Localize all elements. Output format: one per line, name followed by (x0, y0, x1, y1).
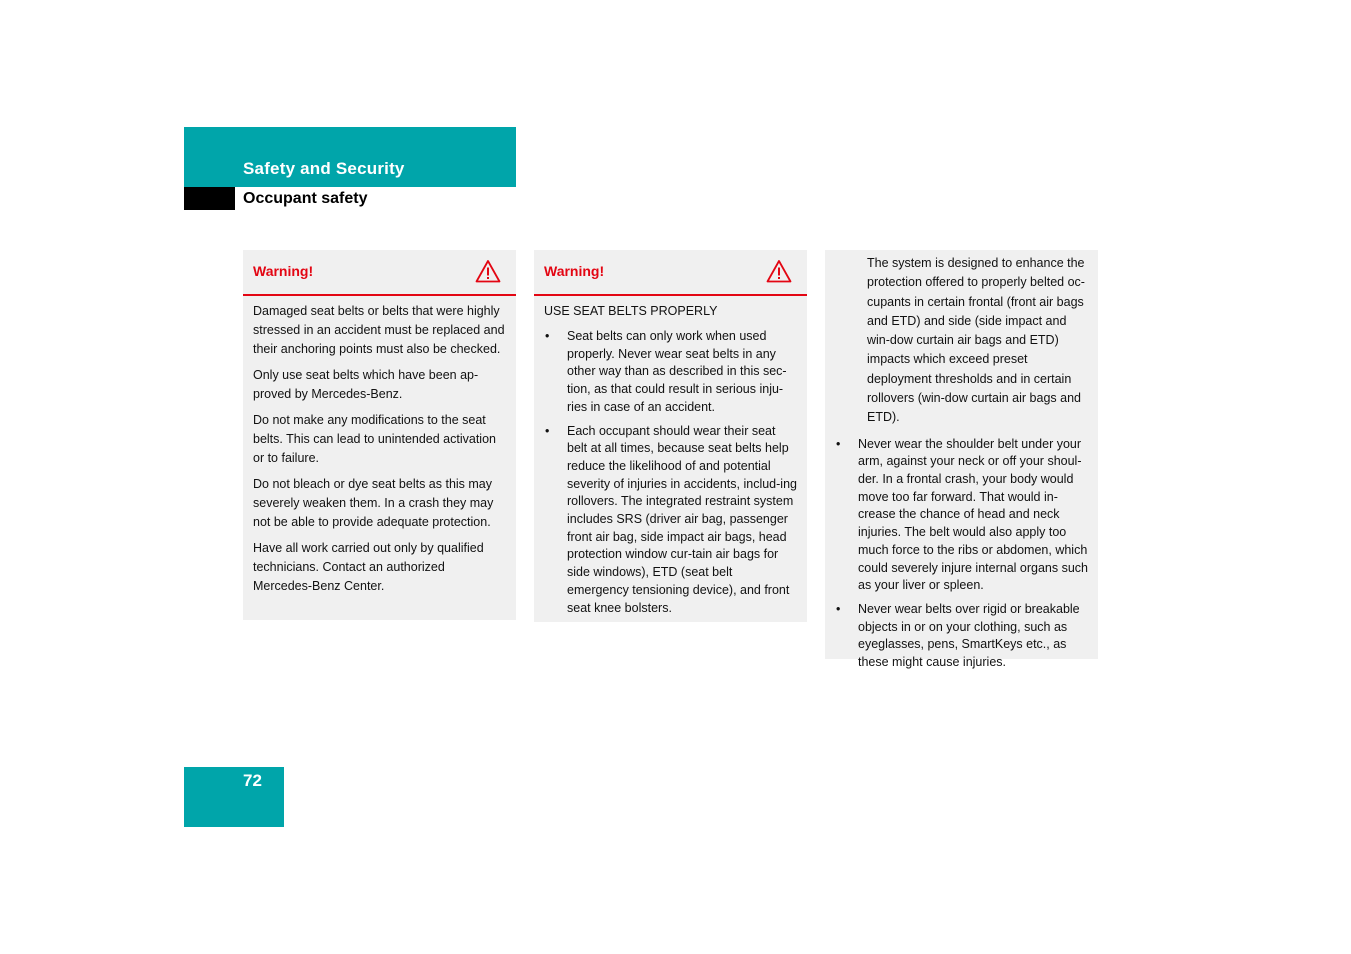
paragraph: The system is designed to enhance the protection offered to properly belted oc-cupants in certain frontal (front air bags and ETD) and side (side impact and win-dow curtain air bags and ETD) impacts which exceed preset deployment thresholds and in certain rollovers (win-dow curtain air bags and ETD). (867, 256, 1085, 425)
list-item: • Each occupant should wear their seat belt at all times, because seat belts help reduce the likelihood of and potential severity of injuries in accidents, includ-ing rollovers. The integrated restraint system includes SRS (driver air bag, passenger front air bag, side impact air bags, head protection window cur-tain air bags for side windows), ETD (seat belt emergency tensioning device), and front seat knee bolsters. (544, 423, 797, 618)
warning-box-1 (243, 250, 516, 620)
paragraph: Only use seat belts which have been ap-proved by Mercedes-Benz. (253, 368, 479, 401)
list-item: • Seat belts can only work when used properly. Never wear seat belts in any other way than as described in this sec-tion, as that could result in serious inju-ries in case of an accident. (544, 328, 797, 417)
warning-body (534, 296, 807, 629)
bullet-list (835, 436, 1088, 672)
section-title: Safety and Security (243, 159, 405, 178)
warning-box-3 (825, 250, 1098, 670)
section-marker (184, 187, 235, 210)
page-subtitle: Occupant safety (243, 190, 368, 207)
warning-triangle-icon (766, 259, 792, 283)
warning-label: Warning! (544, 263, 605, 279)
paragraph: Do not make any modifications to the seat belts. This can lead to unintended activation or to failure. (253, 413, 496, 465)
warning-triangle-icon (475, 259, 501, 283)
warning-heading: USE SEAT BELTS PROPERLY (544, 304, 718, 318)
list-item: • Never wear belts over rigid or breakable objects in or on your clothing, such as eyeglasses, pens, SmartKeys etc., as these might cause injuries. (835, 601, 1088, 672)
warning-header (243, 250, 516, 296)
list-item: • Never wear the shoulder belt under your arm, against your neck or off your shoul-der. In a frontal crash, your body would move too far forward. That would in-crease the chance of head and neck injuries. The belt would also apply too much force to the ribs or abdomen, which could severely injure internal organs such as your liver or spleen. (835, 436, 1088, 595)
page-number-box (184, 767, 284, 827)
warning-box-2 (534, 250, 807, 622)
warning-body (825, 250, 1098, 684)
bullet-list (544, 328, 797, 617)
paragraph: Damaged seat belts or belts that were highly stressed in an accident must be replaced and their anchoring points must also be checked. (253, 304, 505, 356)
warning-header (534, 250, 807, 296)
warning-label: Warning! (253, 263, 314, 279)
paragraph: Have all work carried out only by qualified technicians. Contact an authorized Mercedes-Benz Center. (253, 541, 484, 593)
page-number: 72 (243, 771, 262, 790)
warning-body (243, 296, 516, 609)
paragraph: Do not bleach or dye seat belts as this may severely weaken them. In a crash they may not be able to provide adequate protection. (253, 477, 494, 529)
